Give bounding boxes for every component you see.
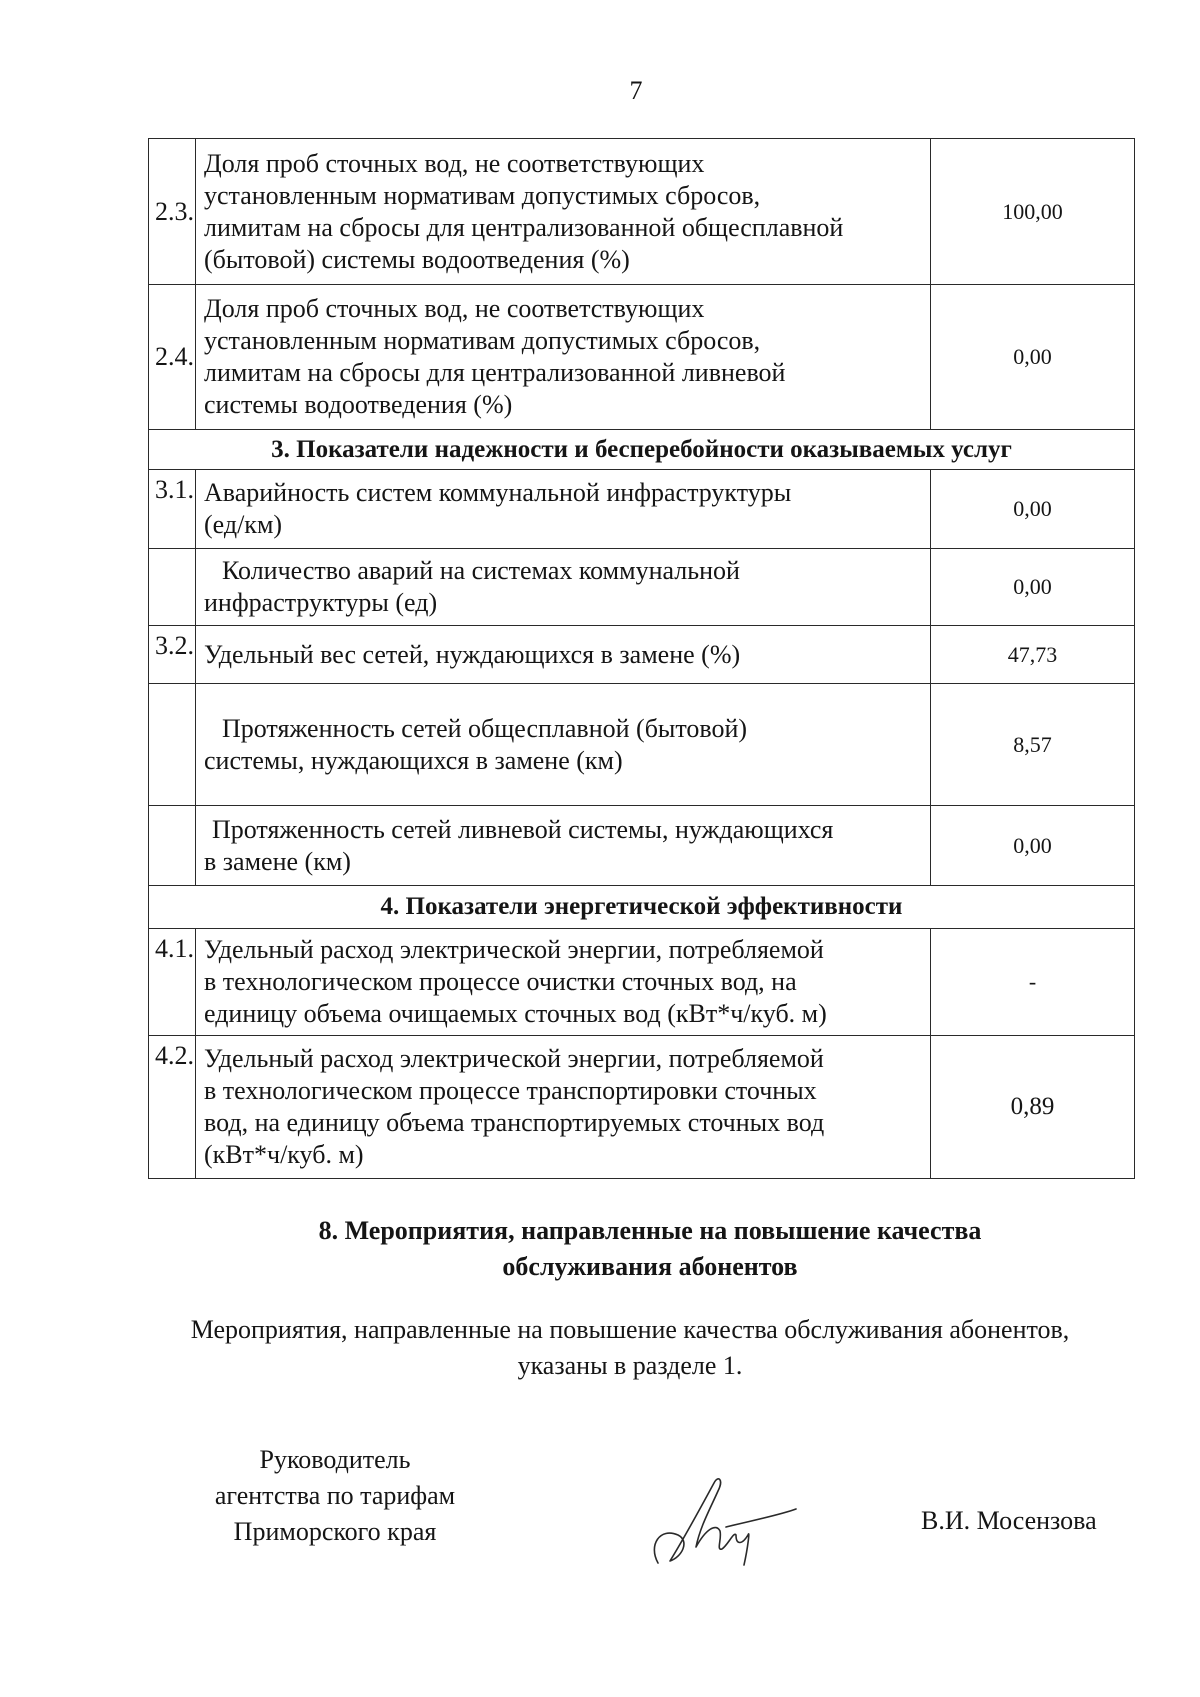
indicator-value: 0,89 — [931, 1036, 1135, 1179]
table-row — [149, 549, 1135, 626]
section-heading: 4. Показатели энергетической эффективности — [149, 886, 1135, 929]
indicator-description: Количество аварий на системах коммунальной инфраструктуры (ед) — [196, 549, 931, 626]
row-number — [149, 806, 196, 886]
indicator-description: Доля проб сточных вод, не соответствующих установленным нормативам допустимых сбросов, лимитам на сбросы для централизованной ливневой системы водоотведения (%) — [196, 285, 931, 430]
table-row — [149, 806, 1135, 886]
table-row — [149, 1036, 1135, 1179]
indicator-description: Удельный вес сетей, нуждающихся в замене (%) — [196, 626, 931, 684]
indicator-value: - — [931, 929, 1135, 1036]
table-row — [149, 139, 1135, 285]
row-number: 2.3. — [149, 139, 196, 285]
section-row — [149, 430, 1135, 470]
row-number: 3.1. — [149, 470, 196, 549]
indicator-value: 0,00 — [931, 806, 1135, 886]
section-8-text: Мероприятия, направленные на повышение качества обслуживания абонентов, указаны в разделе 1. — [190, 1315, 1070, 1380]
indicator-value: 47,73 — [931, 626, 1135, 684]
section-heading: 3. Показатели надежности и бесперебойности оказываемых услуг — [149, 430, 1135, 470]
table-row — [149, 626, 1135, 684]
indicator-description: Протяженность сетей общесплавной (бытовой) системы, нуждающихся в замене (км) — [196, 684, 931, 806]
table-row — [149, 929, 1135, 1036]
table-row — [149, 285, 1135, 430]
row-number — [149, 684, 196, 806]
indicator-description: Удельный расход электрической энергии, потребляемой в технологическом процессе транспортировки сточных вод, на единицу объема транспортируемых сточных вод (кВт*ч/куб. м) — [196, 1036, 931, 1179]
row-number — [149, 549, 196, 626]
indicator-description: Доля проб сточных вод, не соответствующих установленным нормативам допустимых сбросов, лимитам на сбросы для централизованной общесплавной (бытовой) системы водоотведения (%) — [196, 139, 931, 285]
section-row — [149, 886, 1135, 929]
indicators-table — [148, 138, 1135, 1179]
table-row — [149, 470, 1135, 549]
handwritten-signature — [630, 1465, 800, 1575]
section-8-heading: 8. Мероприятия, направленные на повышение качества обслуживания абонентов — [318, 1216, 982, 1281]
indicator-description: Аварийность систем коммунальной инфраструктуры (ед/км) — [196, 470, 931, 549]
indicator-value: 8,57 — [931, 684, 1135, 806]
page-number: 7 — [629, 76, 643, 105]
indicator-value: 100,00 — [931, 139, 1135, 285]
signer-name: В.И. Мосензова — [921, 1506, 1097, 1535]
table-row — [149, 684, 1135, 806]
indicator-value: 0,00 — [931, 470, 1135, 549]
indicator-value: 0,00 — [931, 285, 1135, 430]
row-number: 4.1. — [149, 929, 196, 1036]
indicator-value: 0,00 — [931, 549, 1135, 626]
row-number: 2.4. — [149, 285, 196, 430]
signer-title: Руководитель агентства по тарифам Приморского края — [214, 1445, 456, 1546]
row-number: 4.2. — [149, 1036, 196, 1179]
indicator-description: Протяженность сетей ливневой системы, нуждающихся в замене (км) — [196, 806, 931, 886]
row-number: 3.2. — [149, 626, 196, 684]
indicator-description: Удельный расход электрической энергии, потребляемой в технологическом процессе очистки сточных вод, на единицу объема очищаемых сточных вод (кВт*ч/куб. м) — [196, 929, 931, 1036]
